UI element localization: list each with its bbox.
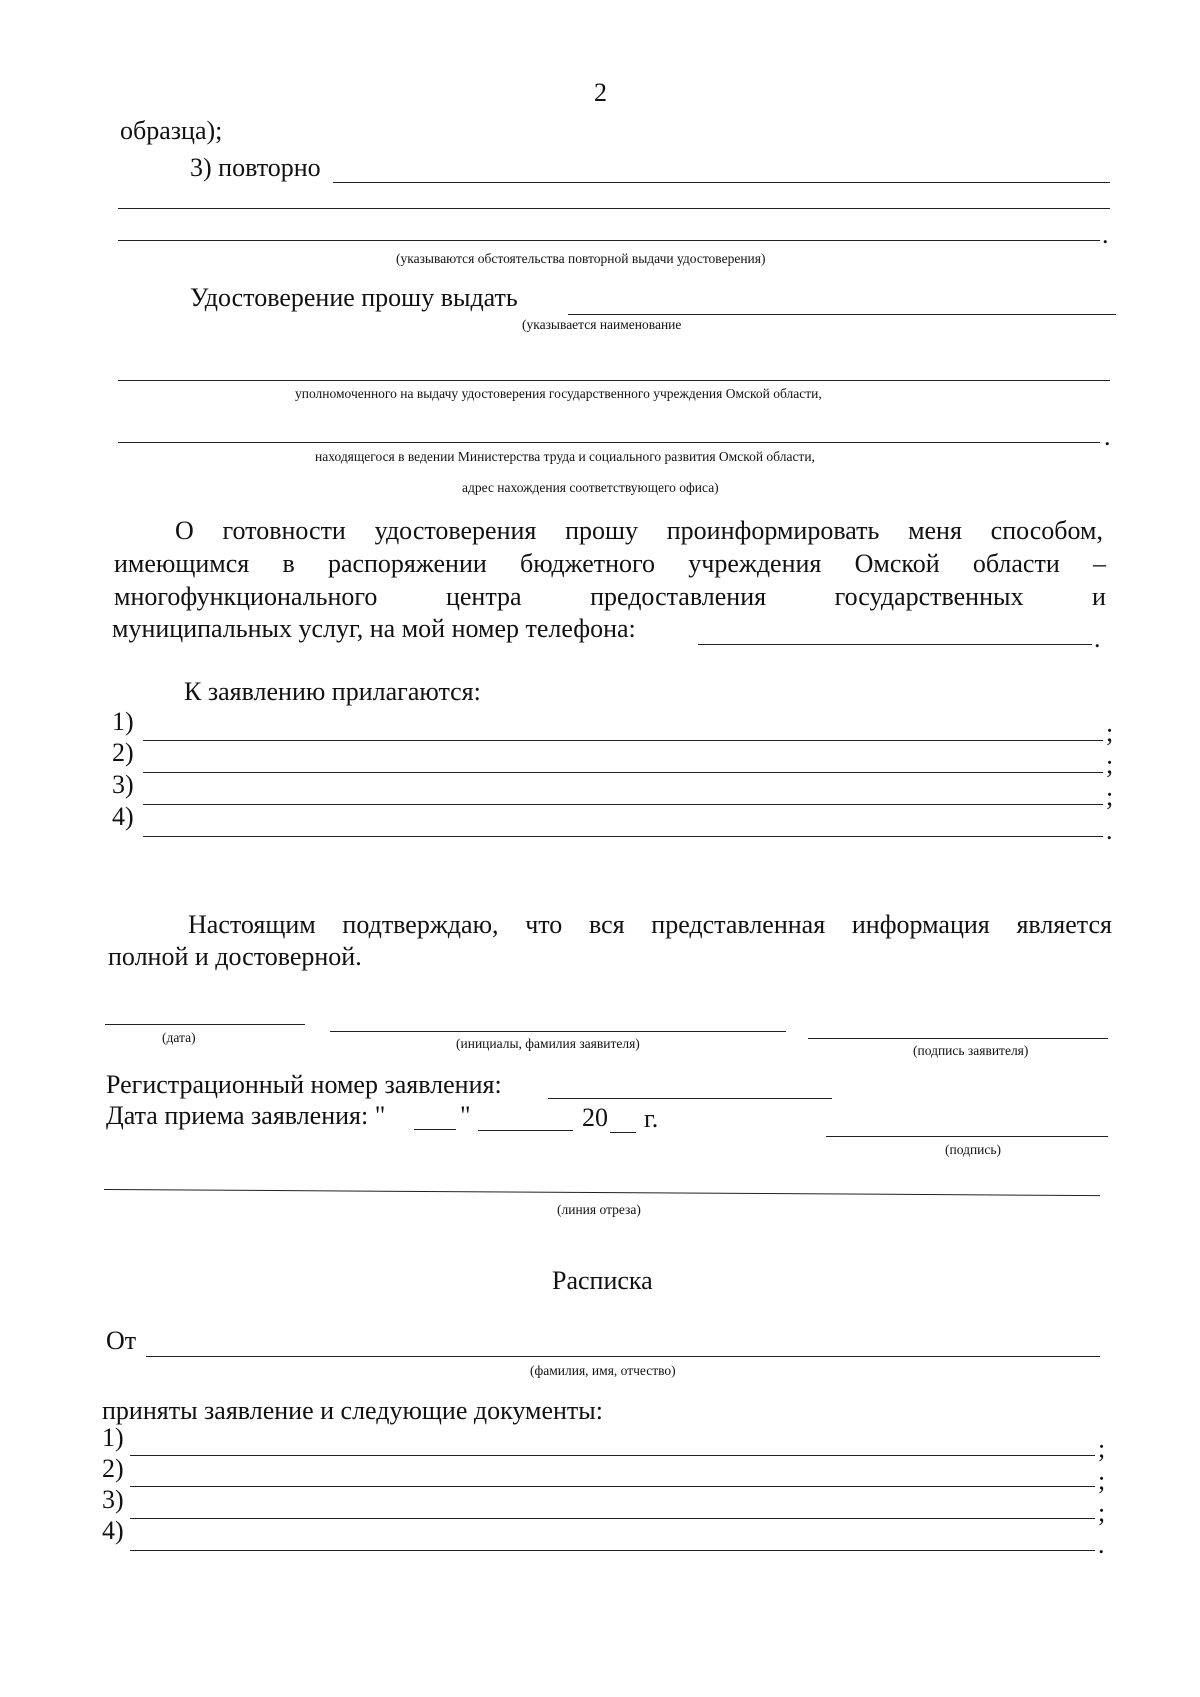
intro-continuation: образца); [120, 116, 223, 145]
item3-period: . [1102, 220, 1109, 249]
from-label: От [106, 1326, 137, 1355]
from-hint: (фамилия, имя, отчество) [530, 1363, 676, 1378]
item3-line-2[interactable] [118, 208, 1110, 209]
name-line[interactable] [330, 1031, 786, 1032]
receipt-item-line-3[interactable] [130, 1518, 1095, 1519]
receipt-signature-hint: (подпись) [945, 1142, 1002, 1157]
issue-line[interactable] [568, 314, 1116, 315]
issue-line-2[interactable] [118, 380, 1110, 381]
receipt-item-num-1: 1) [102, 1423, 124, 1452]
receipt-quote-close: " [460, 1101, 471, 1130]
attachment-num-3: 3) [112, 770, 134, 799]
phone-period: . [1094, 624, 1101, 653]
receipt-title: Расписка [552, 1266, 653, 1295]
receipt-item-num-4: 4) [102, 1516, 124, 1545]
attachment-end-2: ; [1106, 750, 1114, 779]
receipt-signature-line[interactable] [826, 1136, 1108, 1137]
from-line[interactable] [146, 1356, 1100, 1357]
attachment-end-1: ; [1106, 718, 1114, 747]
signature-hint: (подпись заявителя) [913, 1043, 1029, 1058]
accepted-text: приняты заявление и следующие документы: [102, 1396, 603, 1425]
attachment-line-2[interactable] [143, 772, 1103, 773]
registration-line[interactable] [548, 1098, 832, 1099]
attachment-num-1: 1) [112, 707, 134, 736]
receipt-item-num-3: 3) [102, 1485, 124, 1514]
issue-hint-3: находящегося в ведении Министерства труда и социального развития Омской области, [315, 449, 815, 464]
receipt-month-line[interactable] [478, 1130, 573, 1131]
receipt-item-end-1: ; [1098, 1434, 1106, 1463]
receipt-item-line-2[interactable] [130, 1486, 1095, 1487]
attachment-num-2: 2) [112, 738, 134, 767]
notify-line-2: имеющимся в распоряжении бюджетного учреждения Омской области – [114, 549, 1106, 578]
attachment-line-1[interactable] [143, 740, 1103, 741]
receipt-item-end-2: ; [1098, 1466, 1106, 1495]
attachment-num-4: 4) [112, 802, 134, 831]
receipt-year-suffix: г. [644, 1104, 659, 1133]
receipt-year-prefix: 20 [582, 1103, 608, 1132]
receipt-item-line-4[interactable] [130, 1550, 1095, 1551]
item3-line-3[interactable] [118, 240, 1100, 241]
issue-period: . [1104, 422, 1111, 451]
attachment-line-4[interactable] [143, 836, 1103, 837]
issue-hint-4: адрес нахождения соответствующего офиса) [462, 480, 719, 495]
receipt-day-line[interactable] [414, 1129, 456, 1130]
receipt-item-end-4: . [1098, 1530, 1105, 1559]
item3-line[interactable] [333, 182, 1110, 183]
confirm-line-1: Настоящим подтверждаю, что вся представленная информация является [188, 910, 1112, 939]
cut-line [104, 1189, 1100, 1196]
attachment-end-3: ; [1106, 782, 1114, 811]
attachments-heading: К заявлению прилагаются: [184, 677, 481, 706]
issue-hint-1: (указывается наименование [522, 317, 682, 332]
confirm-line-2: полной и достоверной. [108, 942, 362, 971]
phone-line[interactable] [698, 644, 1092, 645]
receipt-date-label: Дата приема заявления: " [106, 1101, 386, 1130]
notify-line-4: муниципальных услуг, на мой номер телефона: [112, 614, 636, 643]
signature-line[interactable] [808, 1038, 1108, 1039]
notify-line-3: многофункционального центра предоставления государственных и [114, 582, 1106, 611]
registration-label: Регистрационный номер заявления: [106, 1070, 502, 1099]
attachment-end-4: . [1106, 816, 1113, 845]
item3-hint: (указываются обстоятельства повторной выдачи удостоверения) [396, 251, 766, 266]
cut-hint: (линия отреза) [557, 1202, 641, 1217]
date-hint: (дата) [162, 1030, 196, 1045]
issue-hint-2: уполномоченного на выдачу удостоверения государственного учреждения Омской области, [295, 386, 822, 401]
receipt-year-line[interactable] [610, 1132, 636, 1133]
name-hint: (инициалы, фамилия заявителя) [456, 1036, 640, 1051]
issue-line-3[interactable] [118, 442, 1100, 443]
notify-line-1: О готовности удостоверения прошу проинформировать меня способом, [175, 516, 1103, 545]
date-line[interactable] [105, 1024, 305, 1025]
attachment-line-3[interactable] [143, 804, 1103, 805]
page-number: 2 [594, 78, 607, 107]
receipt-item-num-2: 2) [102, 1454, 124, 1483]
item3-label: 3) повторно [190, 153, 321, 182]
receipt-item-end-3: ; [1098, 1498, 1106, 1527]
receipt-item-line-1[interactable] [130, 1455, 1095, 1456]
issue-label: Удостоверение прошу выдать [190, 283, 518, 312]
